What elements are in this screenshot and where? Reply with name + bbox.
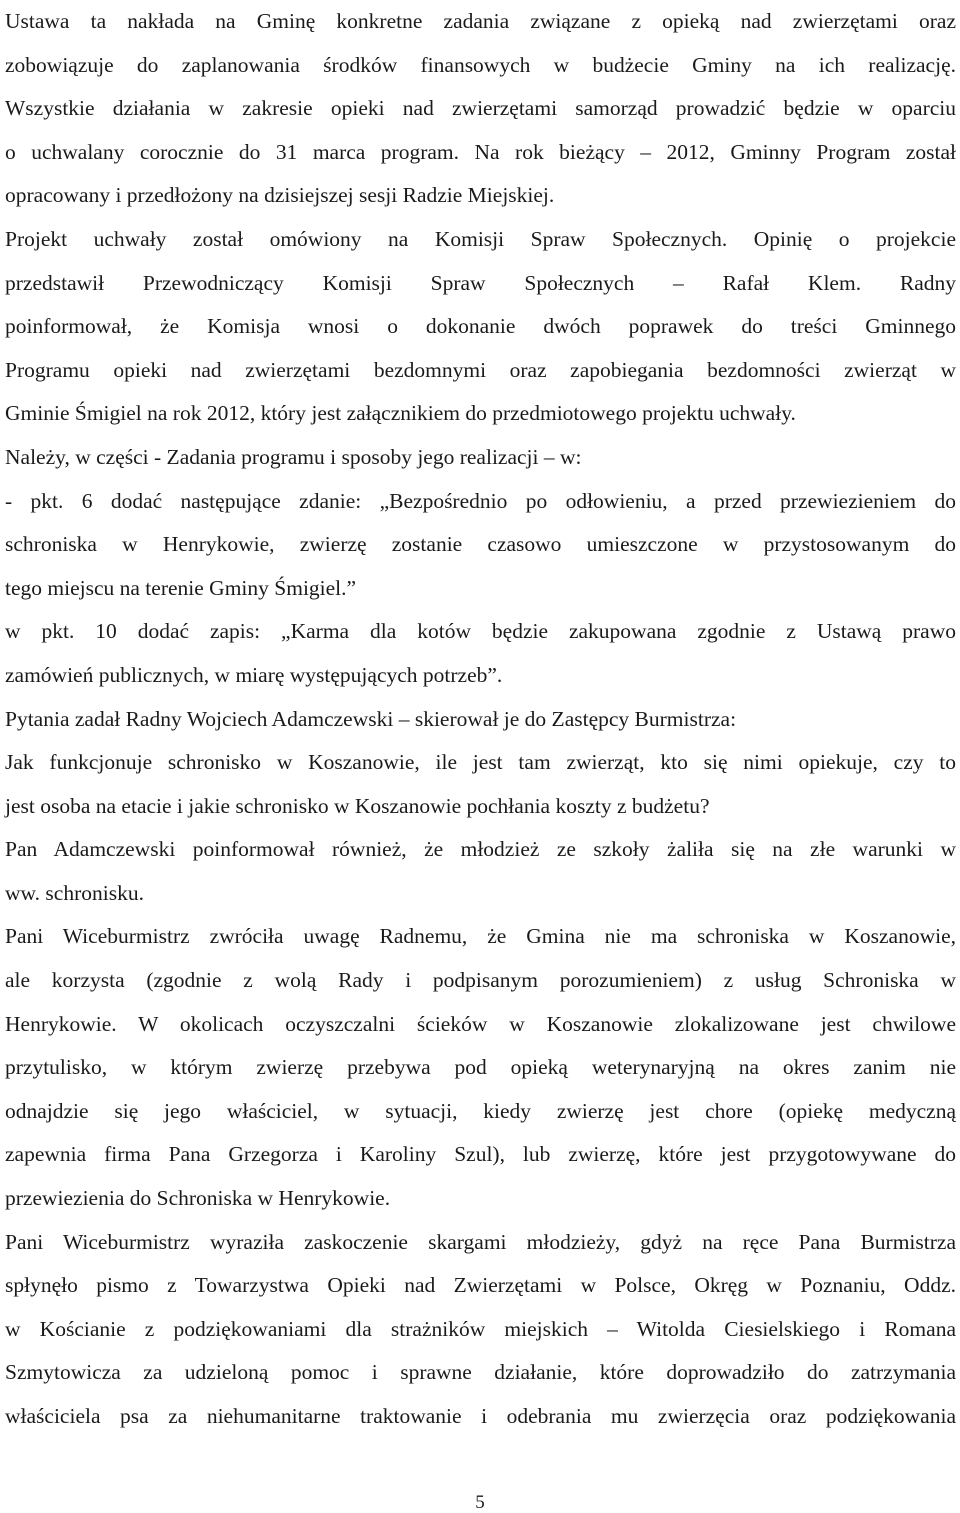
text-line: zamówień publicznych, w miarę występujących potrzeb”. [5, 662, 503, 687]
text-line: w pkt. 10 dodać zapis: „Karma dla kotów będzie zakupowana zgodnie z Ustawą prawo [5, 619, 956, 644]
text-line: poinformował, że Komisja wnosi o dokonanie dwóch poprawek do treści Gminnego [5, 314, 956, 339]
text-line: Wszystkie działania w zakresie opieki nad zwierzętami samorząd prowadzić będzie w oparciu [5, 96, 956, 121]
text-line: przewiezienia do Schroniska w Henrykowie. [5, 1186, 391, 1211]
text-line: Pani Wiceburmistrz zwróciła uwagę Radnemu, że Gmina nie ma schroniska w Koszanowie, [5, 924, 956, 949]
document-page [5, 0, 956, 1439]
text-line: w Kościanie z podziękowaniami dla strażników miejskich – Witolda Ciesielskiego i Romana [5, 1316, 956, 1341]
text-line: zobowiązuje do zaplanowania środków finansowych w budżecie Gminy na ich realizację. [5, 52, 956, 77]
text-line: zapewnia firma Pana Grzegorza i Karoliny Szul), lub zwierzę, które jest przygotowywane do [5, 1142, 956, 1167]
text-line: Pan Adamczewski poinformował również, że młodzież ze szkoły żaliła się na złe warunki w [5, 837, 956, 862]
text-line: ale korzysta (zgodnie z wolą Rady i podpisanym porozumieniem) z usług Schroniska w [5, 968, 956, 993]
text-line: o uchwalany corocznie do 31 marca program. Na rok bieżący – 2012, Gminny Program został [5, 139, 956, 164]
text-line: Projekt uchwały został omówiony na Komisji Spraw Społecznych. Opinię o projekcie [5, 226, 956, 251]
body-text [5, 0, 956, 1439]
text-line: odnajdzie się jego właściciel, w sytuacji, kiedy zwierzę jest chore (opiekę medyczną [5, 1098, 956, 1123]
text-line: przytulisko, w którym zwierzę przebywa pod opieką weterynaryjną na okres zanim nie [5, 1055, 956, 1080]
text-line: jest osoba na etacie i jakie schronisko w Koszanowie pochłania koszty z budżetu? [5, 793, 710, 818]
text-line: Gminie Śmigiel na rok 2012, który jest załącznikiem do przedmiotowego projektu uchwały. [5, 401, 796, 426]
text-line: Szmytowicza za udzieloną pomoc i sprawne działanie, które doprowadziło do zatrzymania [5, 1360, 956, 1385]
text-line: schroniska w Henrykowie, zwierzę zostanie czasowo umieszczone w przystosowanym do [5, 532, 956, 557]
text-line: Programu opieki nad zwierzętami bezdomnymi oraz zapobiegania bezdomności zwierząt w [5, 357, 956, 382]
text-line: przedstawił Przewodniczący Komisji Spraw Społecznych – Rafał Klem. Radny [5, 270, 956, 295]
text-line: Pani Wiceburmistrz wyraziła zaskoczenie skargami młodzieży, gdyż na ręce Pana Burmistrza [5, 1229, 956, 1254]
page-number: 5 [475, 1492, 485, 1513]
text-line: opracowany i przedłożony na dzisiejszej sesji Radzie Miejskiej. [5, 183, 555, 208]
text-line: Henrykowie. W okolicach oczyszczalni ścieków w Koszanowie zlokalizowane jest chwilowe [5, 1011, 956, 1036]
text-line: właściciela psa za niehumanitarne traktowanie i odebrania mu zwierzęcia oraz podziękowania [5, 1404, 956, 1428]
text-line: ww. schronisku. [5, 880, 144, 905]
text-line: spłynęło pismo z Towarzystwa Opieki nad Zwierzętami w Polsce, Okręg w Poznaniu, Oddz. [5, 1273, 956, 1298]
text-line: tego miejscu na terenie Gminy Śmigiel.” [5, 575, 357, 600]
text-line: Należy, w części - Zadania programu i sposoby jego realizacji – w: [5, 444, 582, 469]
text-line: Pytania zadał Radny Wojciech Adamczewski – skierował je do Zastępcy Burmistrza: [5, 706, 737, 731]
text-line: - pkt. 6 dodać następujące zdanie: „Bezpośrednio po odłowieniu, a przed przewiezieniem do [5, 488, 956, 513]
text-line: Ustawa ta nakłada na Gminę konkretne zadania związane z opieką nad zwierzętami oraz [5, 9, 956, 33]
text-line: Jak funkcjonuje schronisko w Koszanowie, ile jest tam zwierząt, kto się nimi opiekuje, czy to [5, 750, 956, 775]
